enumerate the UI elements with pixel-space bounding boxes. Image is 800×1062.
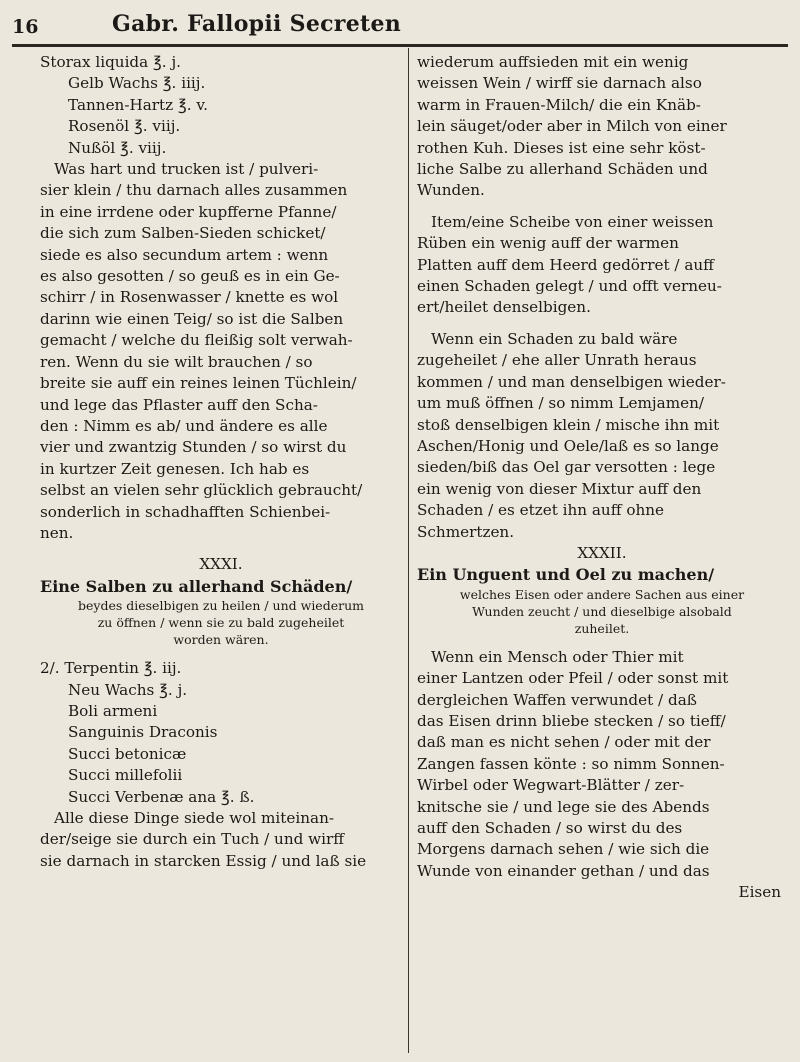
catchword: Eisen — [738, 883, 781, 902]
text-line: stoß denselbigen klein / mische ihn mit — [417, 415, 720, 434]
ingredient-line: Nußöl ℥. viij. — [68, 138, 167, 157]
section-number: XXXI. — [199, 555, 243, 574]
ingredient-line: Succi Verbenæ ana ℥. ß. — [68, 787, 255, 806]
section-subtitle-line: worden wären. — [173, 632, 269, 648]
ingredient-line: Boli armeni — [68, 701, 158, 720]
text-line: sie darnach in starcken Essig / und laß sie — [40, 851, 367, 870]
section-subtitle-line: zu öffnen / wenn sie zu bald zugeheilet — [97, 615, 345, 631]
text-line: ert/heilet denselbigen. — [417, 298, 591, 317]
section-title: Ein Unguent und Oel zu machen/ — [417, 565, 715, 585]
section-subtitle-line: welches Eisen oder andere Sachen aus einer — [459, 586, 745, 602]
text-line: sonderlich in schadhafften Schienbei- — [40, 502, 331, 521]
text-line: das Eisen drinn bliebe stecken / so tieff/ — [417, 711, 726, 730]
text-line: Zangen fassen könte : so nimm Sonnen- — [417, 754, 725, 773]
text-line: lein säuget/oder aber in Milch von einer — [417, 117, 727, 136]
body-paragraph — [417, 329, 787, 543]
left-column — [40, 52, 402, 872]
text-line: dergleichen Waffen verwundet / daß — [417, 690, 697, 709]
text-line: warm in Frauen-Milch/ die ein Knäb- — [417, 95, 701, 114]
text-line: rothen Kuh. Dieses ist eine sehr köst- — [417, 138, 706, 157]
body-paragraph — [417, 52, 787, 202]
text-line: wiederum auffsieden mit ein wenig — [417, 53, 689, 71]
text-line: zugeheilet / ehe aller Unrath heraus — [417, 351, 697, 370]
ingredient-line: Tannen-Hartz ℥. v. — [68, 95, 208, 114]
ingredient-line: Storax liquida ℥. j. — [40, 53, 182, 71]
text-line: Wunden. — [417, 181, 485, 200]
text-line: sier klein / thu darnach alles zusammen — [40, 181, 348, 200]
text-line: einen Schaden gelegt / und offt verneu- — [417, 277, 722, 296]
text-line: daß man es nicht sehen / oder mit der — [417, 733, 711, 752]
text-line: um muß öffnen / so nimm Lemjamen/ — [417, 394, 704, 413]
text-line: Schaden / es etzet ihn auff ohne — [417, 501, 665, 520]
page-number: 16 — [12, 16, 39, 38]
text-line: gemacht / welche du fleißig solt verwah- — [40, 331, 353, 350]
text-line: Aschen/Honig und Oele/laß es so lange — [417, 436, 719, 455]
section-subtitle-line: beydes dieselbigen zu heilen / und wiederum — [78, 598, 364, 614]
text-line: Platten auff dem Heerd gedörret / auff — [417, 255, 714, 274]
ingredient-line: Gelb Wachs ℥. iiij. — [68, 74, 206, 93]
text-line: ein wenig von dieser Mixtur auff den — [417, 479, 702, 498]
text-line: nen. — [40, 523, 74, 542]
text-line: knitsche sie / und lege sie des Abends — [417, 797, 710, 816]
text-line: Wirbel oder Wegwart-Blätter / zer- — [417, 776, 685, 795]
column-divider — [408, 48, 409, 1053]
header-rule — [12, 44, 788, 47]
text-line: weissen Wein / wirff sie darnach also — [417, 74, 702, 93]
ingredient-line: Sanguinis Draconis — [68, 723, 218, 742]
text-line: Wunde von einander gethan / und das — [417, 861, 710, 880]
text-line: darinn wie einen Teig/ so ist die Salben — [40, 309, 344, 328]
text-line: Wenn ein Schaden zu bald wäre — [431, 329, 678, 348]
text-line: breite sie auff ein reines leinen Tüchlein/ — [40, 374, 357, 393]
text-line: ren. Wenn du sie wilt brauchen / so — [40, 352, 313, 371]
page-header — [12, 6, 788, 46]
ingredient-line: 2/. Terpentin ℥. iij. — [40, 659, 182, 678]
text-line: Rüben ein wenig auff der warmen — [417, 234, 679, 253]
text-line: der/seige sie durch ein Tuch / und wirff — [40, 830, 345, 849]
right-column — [417, 52, 787, 904]
text-line: schirr / in Rosenwasser / knette es wol — [40, 288, 339, 307]
text-line: Item/eine Scheibe von einer weissen — [431, 212, 714, 231]
section-number: XXXII. — [577, 543, 627, 562]
text-line: den : Nimm es ab/ und ändere es alle — [40, 416, 328, 435]
ingredient-line: Neu Wachs ℥. j. — [68, 680, 188, 699]
body-paragraph — [417, 212, 787, 319]
text-line: selbst an vielen sehr glücklich gebraucht/ — [40, 481, 363, 500]
text-line: liche Salbe zu allerhand Schäden und — [417, 160, 708, 179]
section-title: Eine Salben zu allerhand Schäden/ — [40, 576, 353, 596]
ingredient-list-a — [40, 52, 402, 159]
ingredient-list-b — [40, 658, 402, 808]
section-subtitle-line: Wunden zeucht / und dieselbige alsobald — [472, 603, 732, 619]
body-paragraph — [40, 159, 402, 544]
text-line: Morgens darnach sehen / wie sich die — [417, 840, 710, 859]
ingredient-line: Succi betonicæ — [68, 744, 187, 763]
text-line: Schmertzen. — [417, 522, 515, 541]
text-line: die sich zum Salben-Sieden schicket/ — [40, 224, 326, 243]
text-line: in kurtzer Zeit genesen. Ich hab es — [40, 459, 310, 478]
text-line: Was hart und trucken ist / pulveri- — [54, 160, 319, 179]
text-line: sieden/biß das Oel gar versotten : lege — [417, 458, 716, 477]
section-subtitle-line: zuheilet. — [574, 620, 630, 636]
text-line: kommen / und man denselbigen wieder- — [417, 372, 726, 391]
body-paragraph — [40, 808, 402, 872]
text-line: Wenn ein Mensch oder Thier mit — [431, 647, 684, 666]
text-line: und lege das Pflaster auff den Scha- — [40, 395, 318, 414]
text-line: in eine irrdene oder kupfferne Pfanne/ — [40, 202, 337, 221]
text-line: auff den Schaden / so wirst du des — [417, 819, 683, 837]
text-line: einer Lantzen oder Pfeil / oder sonst mit — [417, 669, 729, 688]
text-line: siede es also secundum artem : wenn — [40, 245, 329, 264]
text-line: vier und zwantzig Stunden / so wirst du — [40, 438, 347, 457]
body-paragraph — [417, 647, 787, 882]
ingredient-line: Rosenöl ℥. viij. — [68, 117, 181, 136]
text-line: es also gesotten / so geuß es in ein Ge- — [40, 267, 340, 286]
text-line: Alle diese Dinge siede wol miteinan- — [54, 809, 334, 827]
ingredient-line: Succi millefolii — [68, 766, 183, 785]
running-title: Gabr. Fallopii Secreten — [112, 11, 402, 37]
